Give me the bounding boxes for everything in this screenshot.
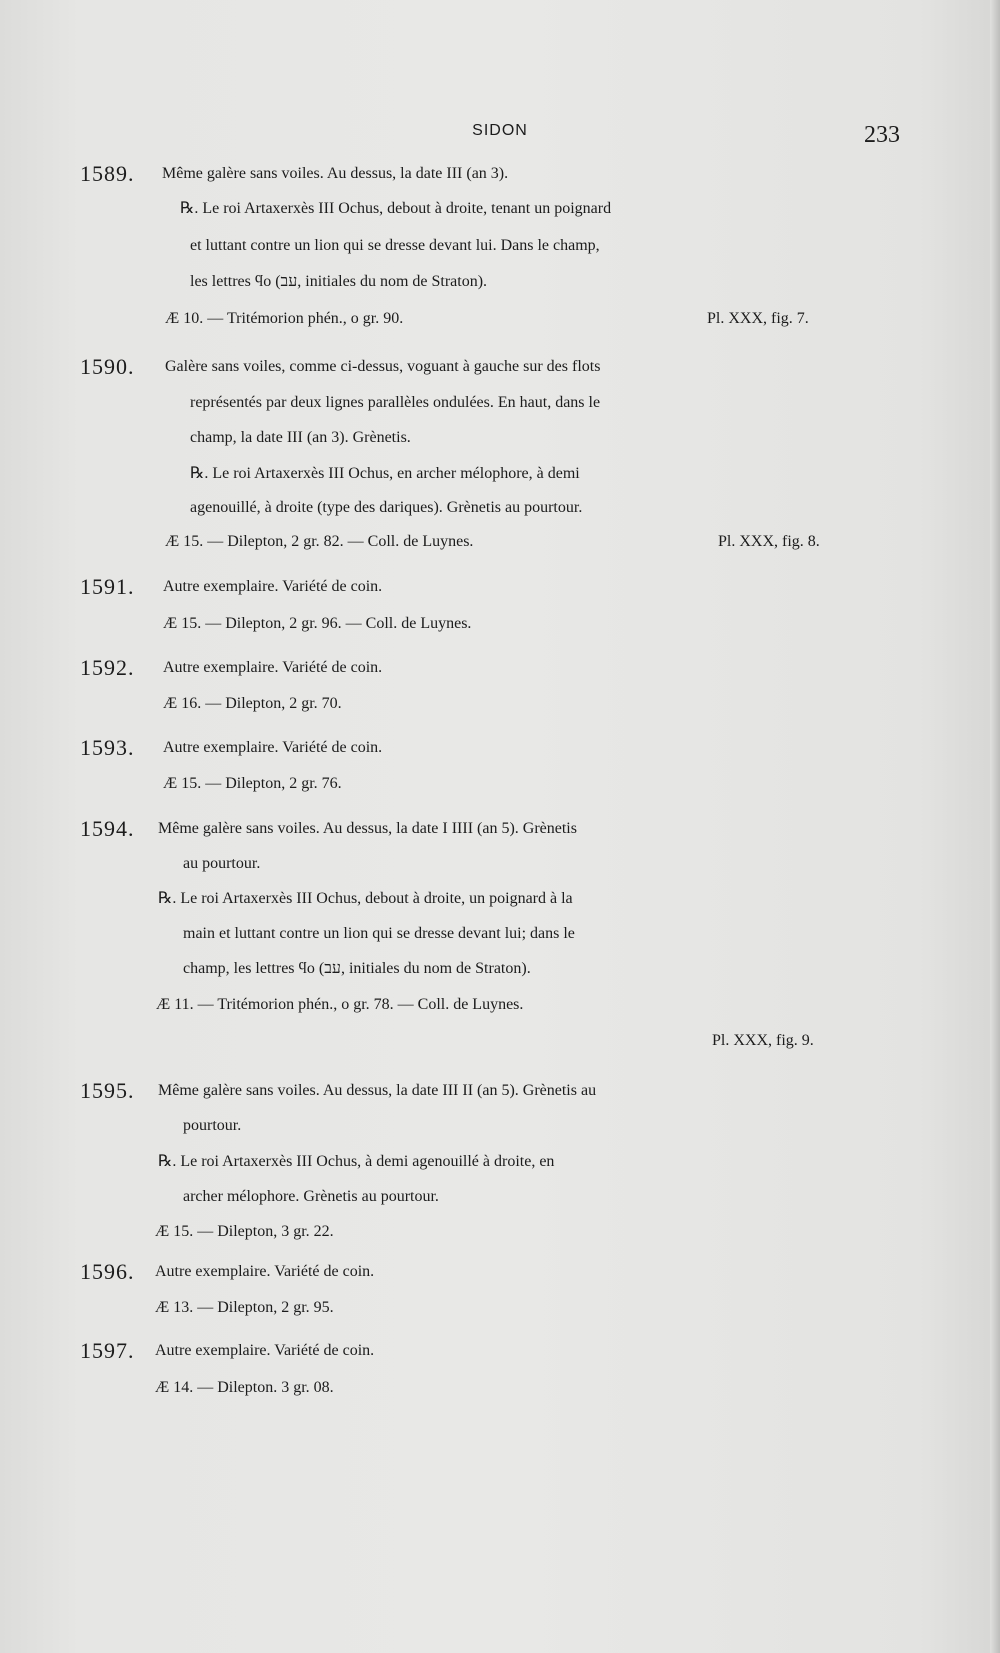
entry-line: Æ 16. — Dilepton, 2 gr. 70. (163, 695, 342, 712)
entry-line: ℞. Le roi Artaxerxès III Ochus, à demi agenouillé à droite, en (158, 1153, 555, 1170)
entry-line: Æ 15. — Dilepton, 2 gr. 76. (163, 775, 342, 792)
entry-line: ℞. Le roi Artaxerxès III Ochus, debout à droite, tenant un poignard (180, 200, 612, 217)
entry-line: Æ 13. — Dilepton, 2 gr. 95. (155, 1299, 334, 1316)
entry-line: les lettres ϥo (עב, initiales du nom de Straton). (190, 273, 488, 290)
entry-line: champ, la date III (an 3). Grènetis. (190, 429, 411, 446)
entry-line: Autre exemplaire. Variété de coin. (163, 739, 383, 756)
entry-number: 1594. (80, 816, 135, 841)
entry-number: 1597. (80, 1338, 135, 1363)
entry-number: 1592. (80, 655, 135, 680)
page-number: 233 (864, 122, 900, 148)
entry-line: ℞. Le roi Artaxerxès III Ochus, debout à droite, un poignard à la (158, 890, 573, 907)
entry-line: archer mélophore. Grènetis au pourtour. (183, 1188, 439, 1205)
entry-line: Autre exemplaire. Variété de coin. (163, 578, 383, 595)
entry-line: Æ 15. — Dilepton, 3 gr. 22. (155, 1223, 334, 1240)
entry-line: et luttant contre un lion qui se dresse devant lui. Dans le champ, (190, 237, 600, 254)
entry-number: 1595. (80, 1078, 135, 1103)
entry-number: 1591. (80, 574, 135, 599)
entry-line: Æ 10. — Tritémorion phén., o gr. 90. (165, 310, 404, 327)
plate-reference: Pl. XXX, fig. 9. (712, 1032, 814, 1049)
page-edge (990, 0, 1000, 1653)
entry-number: 1593. (80, 735, 135, 760)
entry-line: ℞. Le roi Artaxerxès III Ochus, en archer mélophore, à demi (190, 465, 580, 482)
entry-line: pourtour. (183, 1117, 242, 1134)
entry-line: Autre exemplaire. Variété de coin. (155, 1263, 375, 1280)
entry-line: agenouillé, à droite (type des dariques). Grènetis au pourtour. (190, 499, 583, 516)
entry-line: Même galère sans voiles. Au dessus, la date I IIII (an 5). Grènetis (158, 820, 577, 837)
entry-line: champ, les lettres ϥo (עב, initiales du nom de Straton). (183, 960, 531, 977)
running-header: SIDON (472, 122, 528, 139)
entry-line: main et luttant contre un lion qui se dresse devant lui; dans le (183, 925, 575, 942)
entry-line: représentés par deux lignes parallèles ondulées. En haut, dans le (190, 394, 601, 411)
entry-line: Æ 14. — Dilepton. 3 gr. 08. (155, 1379, 334, 1396)
plate-reference: Pl. XXX, fig. 7. (707, 310, 809, 327)
entry-number: 1589. (80, 161, 135, 186)
entry-line: Æ 15. — Dilepton, 2 gr. 82. — Coll. de Luynes. (165, 533, 474, 550)
entry-line: Galère sans voiles, comme ci-dessus, voguant à gauche sur des flots (165, 358, 601, 375)
entry-line: Æ 11. — Tritémorion phén., o gr. 78. — Coll. de Luynes. (156, 996, 524, 1013)
entry-line: Autre exemplaire. Variété de coin. (163, 659, 383, 676)
entry-line: Même galère sans voiles. Au dessus, la date III II (an 5). Grènetis au (158, 1082, 597, 1099)
plate-reference: Pl. XXX, fig. 8. (718, 533, 820, 550)
entry-line: Æ 15. — Dilepton, 2 gr. 96. — Coll. de Luynes. (163, 615, 472, 632)
entry-number: 1590. (80, 354, 135, 379)
entry-number: 1596. (80, 1259, 135, 1284)
entry-line: Même galère sans voiles. Au dessus, la date III (an 3). (162, 165, 509, 182)
entry-line: Autre exemplaire. Variété de coin. (155, 1342, 375, 1359)
entry-line: au pourtour. (183, 855, 261, 872)
